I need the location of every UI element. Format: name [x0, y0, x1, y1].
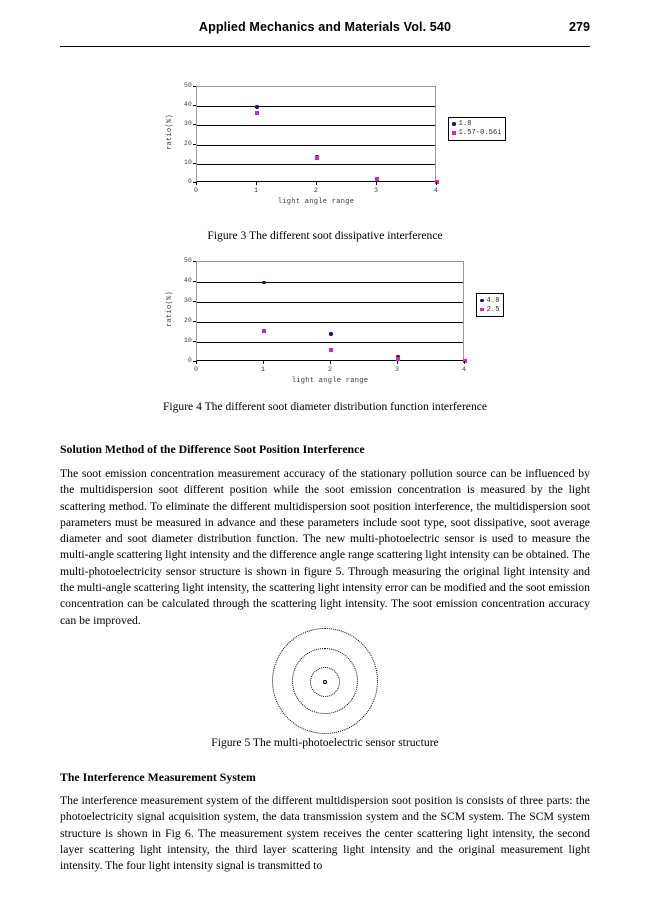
- legend-marker-series-1: [480, 299, 484, 303]
- data-point: [255, 105, 258, 108]
- legend-marker-series-2: [480, 308, 484, 312]
- y-axis-title: ratio(%): [166, 113, 174, 150]
- chart-legend: [476, 293, 504, 317]
- y-axis-tick-mark: [193, 321, 196, 322]
- x-axis-tick-label: 2: [314, 187, 318, 194]
- chart-gridline: [197, 342, 463, 343]
- legend-label: 4.8: [486, 296, 500, 305]
- x-axis-tick-label: 3: [395, 366, 399, 373]
- y-axis-tick-label: 30: [184, 120, 192, 128]
- data-point: [315, 156, 319, 160]
- x-axis-tick-label: 0: [194, 187, 198, 194]
- y-axis-tick-mark: [193, 261, 196, 262]
- journal-title: Applied Mechanics and Materials Vol. 540: [198, 20, 452, 34]
- x-axis-tick-mark: [263, 361, 264, 364]
- y-axis-tick-mark: [193, 86, 196, 87]
- data-point: [329, 348, 333, 352]
- y-axis-tick-label: 50: [184, 82, 192, 89]
- running-head: [60, 20, 590, 40]
- y-axis-tick-label: 30: [184, 297, 192, 304]
- x-axis-tick-label: 3: [374, 187, 378, 194]
- x-axis-tick-label: 4: [434, 187, 438, 194]
- y-axis-tick-label: 20: [184, 139, 192, 147]
- data-point: [262, 329, 266, 333]
- paragraph-measurement-system: The interference measurement system of the different multidispersion soot position is consists of three parts: the photoelectricity signal acquisition system, the data transmission system and the SCM system. The SCM system structure is shown in Fig 6. The measurement system receives the center scattering light intensity, the second layer scattering light intensity, the third layer scattering light intensity and the original measurement light intensity. The four light intensity signal is transmitted to: [60, 794, 590, 873]
- x-axis-tick-label: 1: [261, 366, 265, 373]
- legend-item: [480, 296, 500, 305]
- legend-marker-series-2: [452, 131, 456, 135]
- y-axis-tick-mark: [193, 144, 196, 145]
- legend-item: [452, 129, 502, 138]
- data-point: [329, 332, 332, 335]
- y-axis-tick-label: 50: [184, 257, 192, 264]
- plot-area: [196, 261, 464, 361]
- chart-gridline: [197, 125, 435, 126]
- y-axis-tick-label: 40: [184, 101, 192, 109]
- chart-gridline: [197, 145, 435, 146]
- x-axis-tick-label: 4: [462, 366, 466, 373]
- y-axis-title: ratio(%): [166, 290, 174, 327]
- y-axis-tick-mark: [193, 281, 196, 282]
- header-rule: [60, 46, 590, 47]
- y-axis-tick-label: 40: [184, 277, 192, 284]
- y-axis-tick-mark: [193, 341, 196, 342]
- x-axis-tick-mark: [316, 182, 317, 185]
- x-axis-tick-label: 0: [194, 366, 198, 373]
- figure-3-chart: [160, 80, 520, 215]
- chart-gridline: [197, 282, 463, 283]
- x-axis-tick-mark: [330, 361, 331, 364]
- chart-gridline: [197, 322, 463, 323]
- legend-label: 2.5: [486, 305, 500, 314]
- legend-label: 1.57-0.56i: [458, 129, 502, 138]
- paragraph-solution-method: The soot emission concentration measurement accuracy of the stationary pollution source can be influenced by the multidispersion soot different position while the soot emission concentration is measured by the light scattering method. To eliminate the different multidispersion soot position interference, the multidispersion soot parameters must be measured in advance and these parameters include soot type, soot dissipative, soot average diameter and soot diameter distribution function. The new multi-photoelectric sensor is used to measure the multi-angle scattering light intensity and the difference angle range scattering light intensity can be obtained. The multi-photoelectricity sensor structure is shown in figure 5. Through measuring the original light intensity and the multi-angle scattering light intensity, the scattering light intensity error can be modified and the soot emission concentration can be calculated through the scattering light intensity. The soot emission concentration accuracy can be improved.: [60, 467, 590, 627]
- x-axis-title: light angle range: [291, 377, 369, 385]
- sensor-center-point: [323, 680, 327, 684]
- figure-3-caption: Figure 3 The different soot dissipative interference: [207, 229, 443, 242]
- page-number: 279: [568, 20, 590, 34]
- y-axis-tick-label: 0: [188, 178, 192, 185]
- y-axis-tick-mark: [193, 124, 196, 125]
- x-axis-tick-mark: [376, 182, 377, 185]
- y-axis-tick-label: 20: [184, 317, 192, 324]
- legend-marker-series-1: [452, 122, 456, 126]
- x-axis-tick-label: 1: [254, 187, 258, 194]
- data-point: [262, 281, 265, 284]
- y-axis-tick-label: 10: [184, 337, 192, 344]
- y-axis-tick-label: 0: [188, 357, 192, 364]
- x-axis-tick-mark: [464, 361, 465, 364]
- x-axis-tick-mark: [196, 182, 197, 185]
- chart-gridline: [197, 164, 435, 165]
- section-heading-solution-method: Solution Method of the Difference Soot Position Interference: [60, 442, 365, 456]
- x-axis-tick-mark: [397, 361, 398, 364]
- x-axis-tick-label: 2: [328, 366, 332, 373]
- data-point: [255, 111, 259, 115]
- figure-5-sensor-diagram: [262, 626, 402, 736]
- figure-4-chart: [160, 255, 520, 390]
- figure-4-caption: Figure 4 The different soot diameter distribution function interference: [162, 400, 488, 413]
- x-axis-tick-mark: [436, 182, 437, 185]
- plot-area: [196, 86, 436, 182]
- legend-item: [452, 120, 502, 129]
- legend-label: 1.8: [458, 120, 472, 129]
- x-axis-title: light angle range: [277, 198, 355, 206]
- chart-gridline: [197, 302, 463, 303]
- x-axis-tick-mark: [196, 361, 197, 364]
- y-axis-tick-mark: [193, 301, 196, 302]
- chart-gridline: [197, 106, 435, 107]
- y-axis-tick-mark: [193, 105, 196, 106]
- y-axis-tick-mark: [193, 163, 196, 164]
- figure-5-caption: Figure 5 The multi-photoelectric sensor structure: [211, 736, 439, 749]
- legend-item: [480, 305, 500, 314]
- section-heading-measurement-system: The Interference Measurement System: [60, 770, 256, 784]
- data-point: [375, 177, 379, 181]
- x-axis-tick-mark: [256, 182, 257, 185]
- y-axis-tick-label: 10: [184, 158, 192, 166]
- chart-legend: [448, 117, 506, 141]
